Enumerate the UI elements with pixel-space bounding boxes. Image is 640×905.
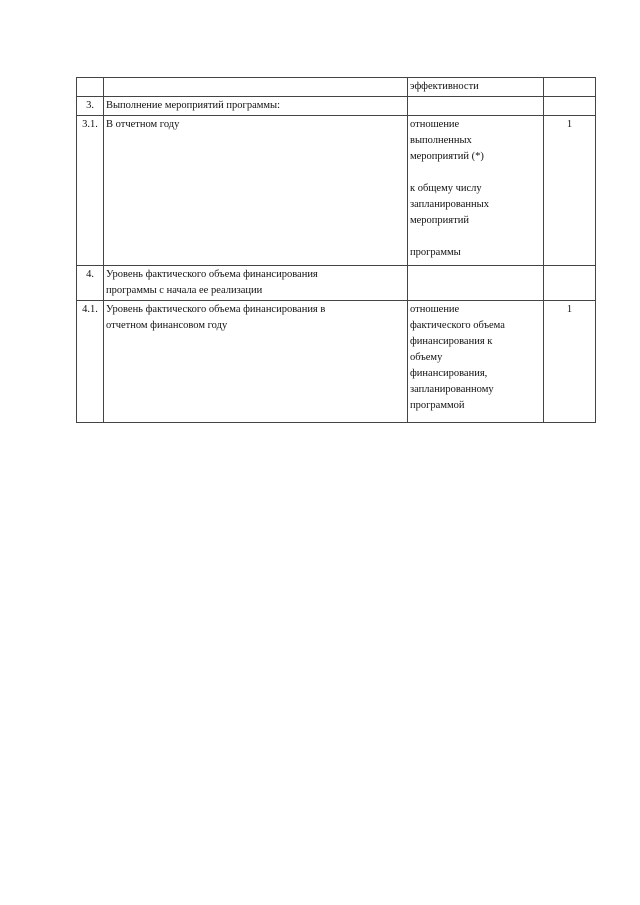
method-gap xyxy=(410,229,541,245)
indicator-name xyxy=(104,266,408,301)
table-row xyxy=(77,116,596,266)
method-line: к общему числу xyxy=(410,183,482,194)
indicator-value xyxy=(544,97,596,116)
table-row xyxy=(77,266,596,301)
indicator-value xyxy=(544,78,596,97)
method-line: объему xyxy=(410,352,443,363)
method-line: отношение xyxy=(410,119,460,130)
row-number: 4.1. xyxy=(77,301,104,423)
method-line: мероприятий (*) xyxy=(410,151,484,162)
name-line: отчетном финансовом году xyxy=(106,320,228,331)
table-row xyxy=(77,301,596,423)
indicator-name xyxy=(104,78,408,97)
row-number: 3.1. xyxy=(77,116,104,266)
calculation-method xyxy=(408,116,544,266)
calculation-method xyxy=(408,78,544,97)
method-line: программой xyxy=(410,400,465,411)
method-line: запланированных xyxy=(410,199,489,210)
method-line: запланированному xyxy=(410,384,494,395)
calculation-method xyxy=(408,301,544,423)
calculation-method xyxy=(408,266,544,301)
calculation-method xyxy=(408,97,544,116)
indicator-name: В отчетном году xyxy=(104,116,408,266)
row-number: 4. xyxy=(77,266,104,301)
indicator-value xyxy=(544,266,596,301)
indicator-name: Выполнение мероприятий программы: xyxy=(104,97,408,116)
method-line: выполненных xyxy=(410,135,472,146)
method-line: эффективности xyxy=(410,81,479,92)
indicators-table xyxy=(76,77,596,423)
indicator-value: 1 xyxy=(544,116,596,266)
name-line: Уровень фактического объема финансирования xyxy=(106,269,318,280)
name-line: Уровень фактического объема финансирования в xyxy=(106,304,326,315)
table-row xyxy=(77,78,596,97)
row-number xyxy=(77,78,104,97)
method-line: программы xyxy=(410,247,461,258)
method-line: мероприятий xyxy=(410,215,469,226)
row-number: 3. xyxy=(77,97,104,116)
method-gap xyxy=(410,165,541,181)
method-line: финансирования к xyxy=(410,336,493,347)
indicator-name xyxy=(104,301,408,423)
method-line: финансирования, xyxy=(410,368,488,379)
method-line: фактического объема xyxy=(410,320,505,331)
name-line: программы с начала ее реализации xyxy=(106,285,263,296)
table-row xyxy=(77,97,596,116)
indicator-value: 1 xyxy=(544,301,596,423)
method-line: отношение xyxy=(410,304,460,315)
